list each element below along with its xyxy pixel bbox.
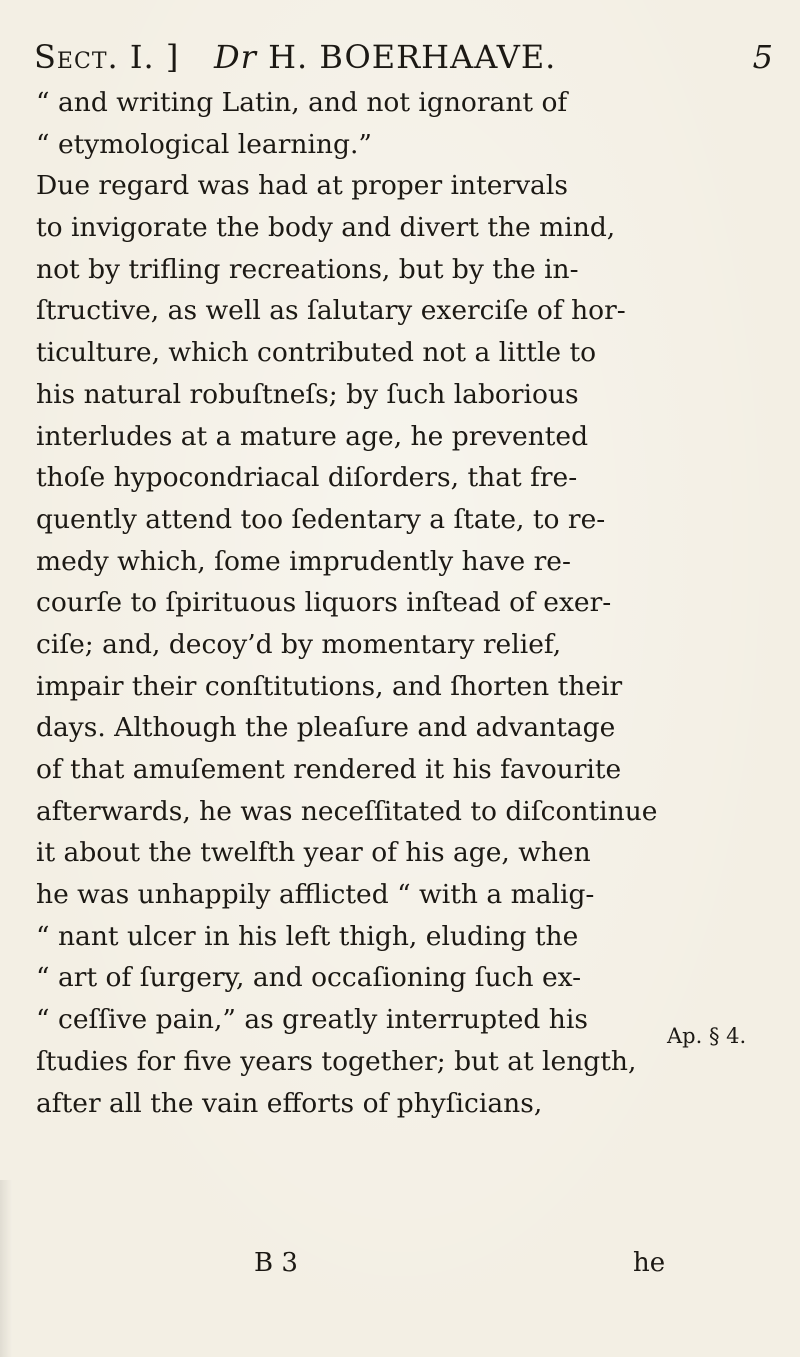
text-line: ticulture, which contributed not a little to <box>36 337 597 369</box>
text-line: Due regard was had at proper intervals <box>36 170 568 202</box>
text-line: interludes at a mature age, he prevented <box>36 420 589 452</box>
text-line: it about the twelfth year of his age, when <box>36 837 591 869</box>
text-line: “ and writing Latin, and not ignorant of <box>36 87 568 118</box>
text-line: “ ceſſive pain,” as greatly interrupted his <box>36 1004 588 1036</box>
signature-mark: B 3 <box>254 1248 298 1278</box>
running-title <box>214 38 556 76</box>
page-footer <box>36 1248 676 1290</box>
margin-note: Ap. § 4. <box>667 1024 747 1048</box>
text-line: his natural robuſtneſs; by ſuch laborious <box>36 378 579 410</box>
running-head <box>34 38 774 86</box>
text-line: courſe to ſpirituous liquors inſtead of exer- <box>36 587 612 619</box>
text-line: “ etymological learning.” <box>36 128 372 160</box>
text-line: quently attend too ſedentary a ſtate, to re- <box>36 503 606 535</box>
text-line: afterwards, he was neceſſitated to diſcontinue <box>36 795 658 827</box>
page-number: 5 <box>752 38 774 76</box>
text-line: to invigorate the body and divert the mind, <box>36 212 616 244</box>
text-line: of that amuſement rendered it his favourite <box>36 754 622 785</box>
text-line: medy which, ſome imprudently have re- <box>36 545 571 577</box>
text-line: ſtudies for five years together; but at length, <box>36 1045 637 1077</box>
section-label: Sect. I. ] <box>34 38 180 76</box>
text-line: days. Although the pleaſure and advantage <box>36 712 616 744</box>
text-line: impair their conſtitutions, and ſhorten their <box>36 670 623 702</box>
text-line: “ nant ulcer in his left thigh, eluding the <box>36 920 579 952</box>
text-line: ſtructive, as well as ſalutary exerciſe of hor- <box>36 295 626 327</box>
title-name: H. BOERHAAVE. <box>268 38 557 76</box>
text-line: thoſe hypocondriacal diſorders, that fre- <box>36 462 578 494</box>
title-prefix: Dr <box>214 38 257 76</box>
text-line: he was unhappily afflicted “ with a malig- <box>36 879 595 911</box>
text-line: after all the vain efforts of phyſicians, <box>36 1087 543 1119</box>
body-text <box>36 82 676 1124</box>
text-line: not by trifling recreations, but by the in- <box>36 253 579 285</box>
page-edge-shadow <box>0 1180 12 1357</box>
text-line: ciſe; and, decoy’d by momentary relief, <box>36 628 562 660</box>
catchword: he <box>633 1248 666 1278</box>
text-line: “ art of ſurgery, and occaſioning ſuch ex- <box>36 962 582 994</box>
